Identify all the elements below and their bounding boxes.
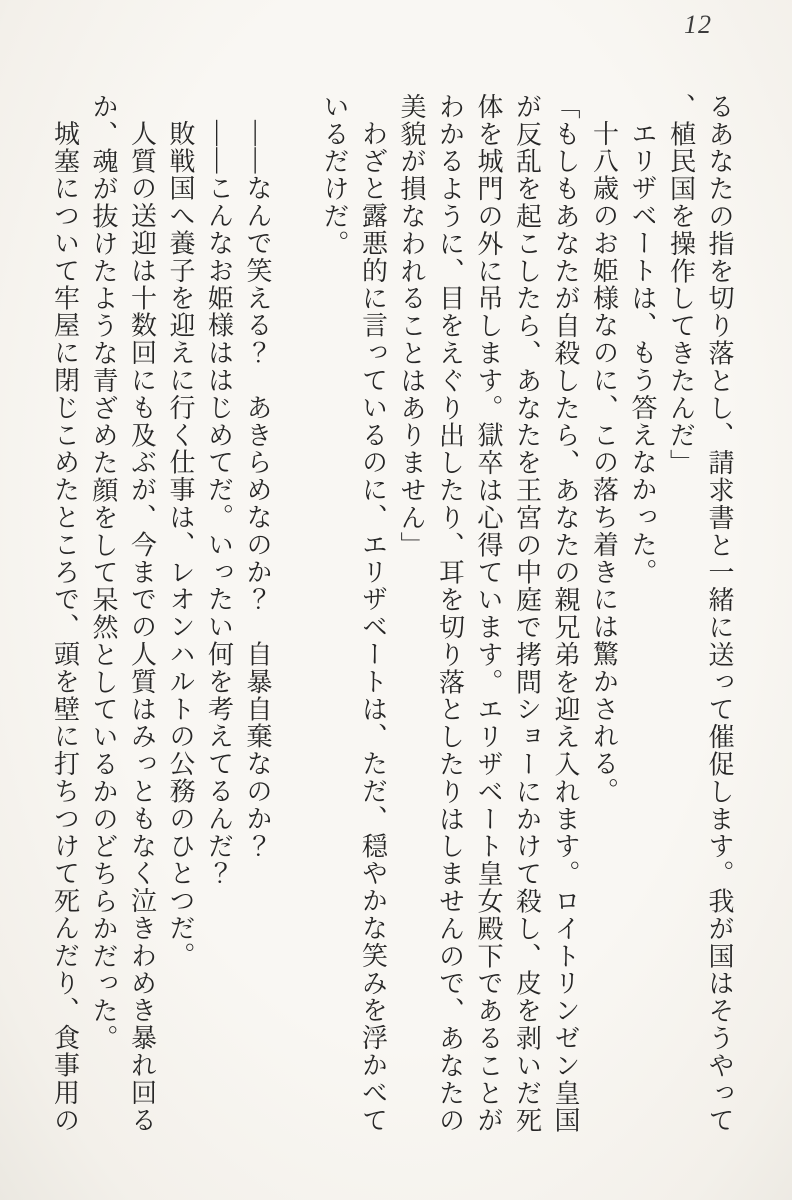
paragraph (276, 93, 315, 1141)
paragraph: ――なんで笑える？ あきらめなのか？ 自暴自棄なのか？ (243, 120, 272, 861)
paragraph: ――こんなお姫様ははじめてだ。いったい何を考えてるんだ？ (204, 120, 234, 888)
paragraph: 十八歳のお姫様なのに、この落ち着きには驚かされる。 (589, 120, 619, 806)
body-text (45, 93, 738, 1141)
paragraph: 「もしもあなたが自殺したら、あなたの親兄弟を迎え入れます。ロイトリンゼン皇国が反乱を起こしたら、あなたを王宮の中庭で拷問ショーにかけて殺し、皮を剥いだ死体を城門の外に吊します。獄卒は心得ています。エリザベート皇女殿下であることがわかるように、目をえぐり出したり、耳を切り落としたりはしませんので、あなたの美貌が損なわれることはありません」 (397, 93, 580, 1135)
paragraph: 敗戦国へ養子を迎えに行く仕事は、レオンハルトの公務のひとつだ。 (166, 120, 195, 970)
paragraph: 城塞について牢屋に閉じこめたところで、頭を壁に打ちつけて死んだり、食事用の (50, 120, 80, 1135)
paragraph: 人質の送迎は十数回にも及ぶが、今までの人質はみっともなく泣きわめき暴れ回るか、魂が抜けたような青ざめた顔をして呆然としているかのどちらかだった。 (89, 93, 157, 1135)
paragraph: エリザベートは、もう答えなかった。 (628, 120, 657, 587)
paragraph: わざと露悪的に言っているのに、エリザベートは、ただ、穏やかな笑みを浮かべているだけだ。 (320, 93, 388, 1135)
paragraph: るあなたの指を切り落とし、請求書と一緒に送って催促します。我が国はそうやって、植民国を操作してきたんだ」 (666, 93, 734, 1135)
page-number: 12 (684, 10, 712, 39)
